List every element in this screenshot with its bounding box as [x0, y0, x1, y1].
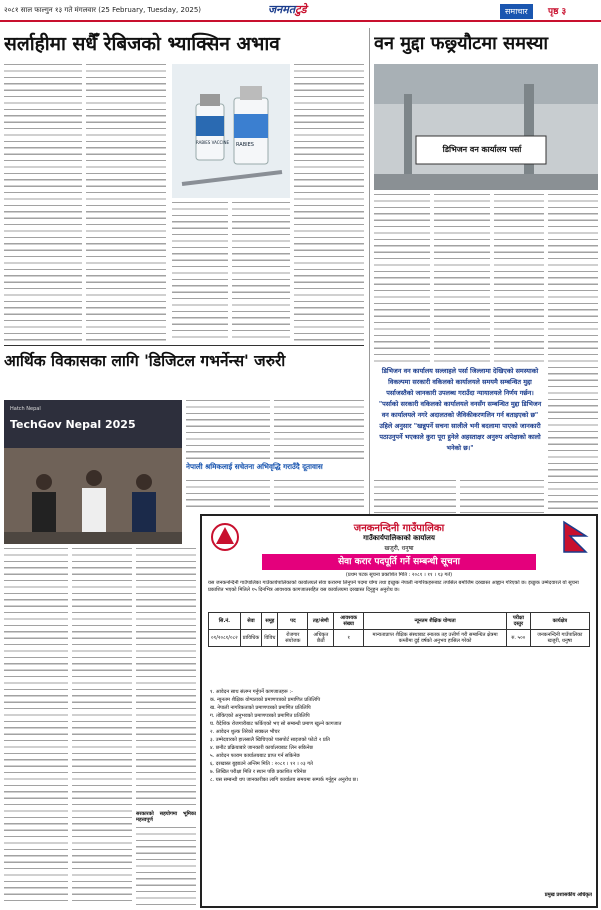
condition-item: ख. नेपाली नागरिकताको प्रमाणपत्रको प्रमाणित प्रतिलिपि	[210, 705, 311, 711]
story1-column-4	[232, 202, 290, 342]
table-header-cell: सेवा	[240, 613, 261, 630]
public-notice	[200, 514, 598, 908]
notice-title: सेवा करार पदपूर्ति गर्ने सम्बन्धी सूचना	[262, 554, 536, 570]
notice-location: खजुरी, धनुषा	[384, 545, 414, 552]
condition-item: घ. वैदेशिक रोजगारीबाट फर्किएको भए सो सम्बन्धी प्रमाण खुल्ने कागजात	[210, 721, 342, 727]
notice-conditions	[210, 688, 590, 884]
column-divider	[369, 28, 370, 516]
vaccine-photo	[172, 64, 290, 198]
story3-column-2	[274, 400, 364, 460]
table-cell: रु. ५००	[507, 630, 530, 647]
condition-item: क. न्यूनतम शैक्षिक योग्यताको प्रमाणपत्रको प्रमाणित प्रतिलिपि	[210, 697, 321, 703]
section-badge: समाचार	[500, 4, 533, 19]
story2-headline: वन मुद्दा फछ्र्यौटमा समस्या	[374, 33, 549, 54]
condition-item: ४. छनौट प्रक्रियाबारे जानकारी कार्यालयबाट लिन सकिनेछ	[210, 745, 313, 751]
notice-office-name: गाउँकार्यपालिकाको कार्यालय	[363, 534, 435, 542]
page-number: पृष्ठ ३	[548, 7, 567, 17]
story2-column-1	[374, 194, 430, 364]
notice-body: यस जनकनन्दिनी गाउँपालिका गाउँकार्यपालिकाको कार्यालयले सेवा करारमा लिनुपर्ने पदमा योग्य तथा इच्छुक नेपाली नागरिकहरूबाट तपसिल बमोजिम दरखास्त आह्वान गरिएको छ। इच्छुक उम्मेदवारले यो सूचना प्रकाशित भएको मितिले १५ दिनभित्र आवश्यक कागजातसहित यस कार्यालयमा दरखास्त दिनुहुन अनुरोध छ।	[208, 580, 579, 593]
column-subheading: सरकारको सहयोगमा भूमिका महत्त्वपूर्ण	[136, 811, 196, 824]
panelists-illustration	[4, 448, 182, 544]
table-row	[209, 630, 590, 647]
issue-date: २०८१ साल फाल्गुन १३ गते मंगलवार (25 February, Tuesday, 2025)	[4, 6, 202, 14]
story1-column-5	[294, 64, 364, 342]
table-header-row	[209, 613, 590, 630]
story1-column-2	[86, 64, 166, 342]
story2-pull-quote: डिभिजन वन कार्यालय सल्लाहले पर्सा जिल्लामा देखिएको समस्याको विकल्पमा सरकारी वकिलको कार्यालयले समयमै सम्बन्धित मुद्दा पर्साजस्तैको जानकारी उपलब्ध गराउँदा न्यायालयले निर्णय गर्छन। "पर्साको सरकारी वकिलको कार्यालयले वनसँग सम्बन्धित मुद्दा डिभिजन वन कार्यालयले नगरे अदालतको जैविकीकरणलिन गर्न बताइएको छ" उहिले अनुसार "खन्नुपर्ने सचना सालीले भनी बदलामा पाएको जानकारी पठाउनुपर्ने भएकाले कुरा पूरा हुनेले अहस्ताक्षर अनुरुप अपेक्षाको कालो भनेको छ।"	[378, 367, 542, 452]
story3-column-7	[136, 548, 196, 906]
story2-column-6	[460, 480, 544, 514]
panel-discussion-photo	[4, 448, 182, 544]
story1-headline: सर्लाहीमा सधैँ रेबिजको भ्याक्सिन अभाव	[4, 33, 280, 55]
forest-office-photo	[374, 64, 598, 190]
notice-org-name: जनकनन्दिनी गाउँपालिका	[353, 523, 445, 534]
table-cell: विविध	[262, 630, 278, 647]
story2-column-4	[548, 194, 598, 514]
table-header-cell: सि.नं.	[209, 613, 241, 630]
vaccine-illustration	[172, 64, 290, 198]
story3-headline: आर्थिक विकासका लागि 'डिजिटल गभर्नेन्स' जरुरी	[4, 351, 286, 370]
story1-column-3	[172, 202, 228, 342]
condition-item: २. आवेदन शुल्क तिरेको सक्कल भौचर	[210, 729, 280, 735]
story3-column-6	[72, 548, 132, 906]
table-cell: जनकनन्दिनी गाउँपालिका खजुरी, धनुषा	[530, 630, 589, 647]
story3-column-4	[274, 480, 364, 510]
table-cell: रोजगार संयोजक	[278, 630, 308, 647]
story3-column-1	[186, 400, 270, 460]
banner-logo: Hatch Nepal	[10, 406, 41, 412]
story1-column-1	[4, 64, 82, 342]
notice-table-wrapper	[208, 612, 590, 680]
page-header	[0, 0, 601, 22]
notice-signature: प्रमुख प्रशासकीय अधिकृत	[544, 892, 592, 898]
masthead-logo	[268, 2, 307, 17]
story2-column-5	[374, 480, 456, 514]
table-header-cell: तह/श्रेणी	[308, 613, 334, 630]
techgov-event-photo	[4, 400, 182, 448]
vaccine-label-2: RABIES	[236, 142, 254, 148]
story3-subhead: नेपाली श्रमिकलाई सचेतना अभिवृद्धि गराउँदै दूतावास	[186, 462, 323, 471]
vaccine-label-1: RABIES VACCINE	[196, 140, 230, 145]
logo-accent: टुडे	[295, 3, 307, 16]
condition-item: ६. दरखास्त बुझाउने अन्तिम मिति : २०८१ । १२ । ०३ गते	[210, 761, 313, 767]
notice-subtitle: (प्रथम पटक सूचना प्रकाशित मिति : २०८१ । ११ । १३ गते)	[345, 572, 453, 578]
table-header-cell: न्यूनतम शैक्षिक योग्यता	[364, 613, 507, 630]
vacancy-table	[208, 612, 590, 647]
section-rule	[4, 345, 364, 346]
story3-column-3	[186, 480, 270, 510]
condition-item: ग. तोकिएको अनुभवको प्रमाणपत्रको प्रमाणित प्रतिलिपि	[210, 713, 310, 719]
logo-main: जनमत	[268, 3, 296, 16]
table-header-cell: कार्यक्षेत्र	[530, 613, 589, 630]
banner-title: TechGov Nepal 2025	[10, 418, 136, 431]
table-cell: ०१/२०८१/०८२	[209, 630, 241, 647]
condition-item: १. आवेदन साथ संलग्न गर्नुपर्ने कागजातहरू :-	[210, 689, 293, 695]
table-cell: अधिकृत छैठौं	[308, 630, 334, 647]
story3-column-5	[4, 548, 68, 906]
table-header-cell: समूह	[262, 613, 278, 630]
office-sign-text: डिभिजन वन कार्यालय पर्सा	[442, 145, 522, 154]
story2-column-2	[434, 194, 490, 364]
condition-item: ८. यस सम्बन्धी थप जानकारीका लागि कार्यालय समयमा सम्पर्क गर्नुहुन अनुरोध छ।	[210, 777, 359, 783]
table-header-cell: आवश्यक संख्या	[334, 613, 364, 630]
story2-column-3	[494, 194, 544, 364]
table-header-cell: परीक्षा दस्तुर	[507, 613, 530, 630]
office-building-illustration	[374, 64, 598, 190]
table-cell: १	[334, 630, 364, 647]
table-header-cell: पद	[278, 613, 308, 630]
condition-item: ३. उम्मेदवारको हालसालै खिचिएको पासपोर्ट साइजको फोटो २ प्रति	[210, 737, 330, 743]
condition-item: ५. आवेदन फाराम कार्यालयबाट प्राप्त गर्न सकिनेछ	[210, 753, 300, 759]
condition-item: ७. लिखित परीक्षा मिति र स्थान पछि प्रकाशित गरिनेछ	[210, 769, 307, 775]
table-cell: प्राविधिक	[240, 630, 261, 647]
table-cell: मान्यताप्राप्त शैक्षिक संस्थाबाट स्नातक तह उत्तीर्ण गरी सम्बन्धित क्षेत्रमा कम्तीमा दुई वर्षको अनुभव हासिल गरेको	[364, 630, 507, 647]
